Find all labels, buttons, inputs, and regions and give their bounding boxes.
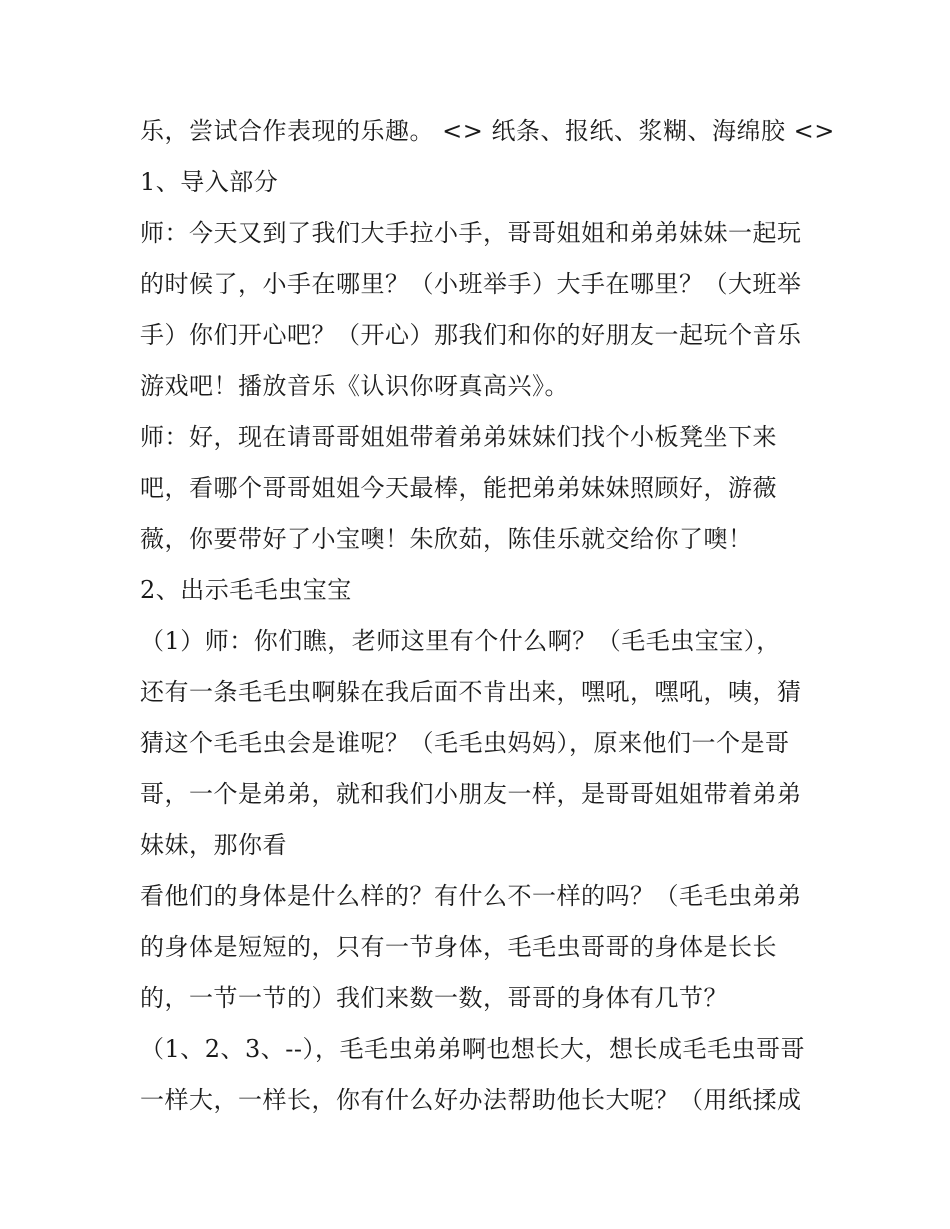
text-line: 薇，你要带好了小宝噢！朱欣茹，陈佳乐就交给你了噢！: [140, 525, 753, 553]
text-line: 吧，看哪个哥哥姐姐今天最棒，能把弟弟妹妹照顾好，游薇: [140, 474, 777, 502]
text-line: 的时候了，小手在哪里？（小班举手）大手在哪里？（大班举: [140, 270, 802, 298]
text-line: 游戏吧！播放音乐《认识你呀真高兴》。: [140, 372, 569, 400]
text-line: 看他们的身体是什么样的？有什么不一样的吗？（毛毛虫弟弟: [140, 882, 802, 910]
text-line: （1）师：你们瞧，老师这里有个什么啊？（毛毛虫宝宝），: [140, 627, 781, 655]
text-line: 的，一节一节的）我们来数一数，哥哥的身体有几节？: [140, 984, 728, 1012]
text-line: 的身体是短短的，只有一节身体，毛毛虫哥哥的身体是长长: [140, 933, 777, 961]
text-line: 手）你们开心吧？（开心）那我们和你的好朋友一起玩个音乐: [140, 321, 802, 349]
text-line: 妹妹，那你看: [140, 831, 287, 859]
text-line: 一样大，一样长，你有什么好办法帮助他长大呢？（用纸揉成: [140, 1086, 802, 1114]
text-line: 猜这个毛毛虫会是谁呢？（毛毛虫妈妈），原来他们一个是哥: [140, 729, 790, 757]
section-heading: 1、导入部分: [140, 168, 279, 196]
text-line: 师：好，现在请哥哥姐姐带着弟弟妹妹们找个小板凳坐下来: [140, 423, 777, 451]
text-line: （1、2、3、--），毛毛虫弟弟啊也想长大，想长成毛毛虫哥哥: [140, 1035, 806, 1063]
text-line: 还有一条毛毛虫啊躲在我后面不肯出来，嘿吼，嘿吼，咦，猜: [140, 678, 802, 706]
text-line: 乐，尝试合作表现的乐趣。 <> 纸条、报纸、浆糊、海绵胶 <>: [140, 117, 835, 145]
text-line: 师：今天又到了我们大手拉小手，哥哥姐姐和弟弟妹妹一起玩: [140, 219, 802, 247]
section-heading: 2、出示毛毛虫宝宝: [140, 576, 352, 604]
text-line: 哥，一个是弟弟，就和我们小朋友一样，是哥哥姐姐带着弟弟: [140, 780, 802, 808]
